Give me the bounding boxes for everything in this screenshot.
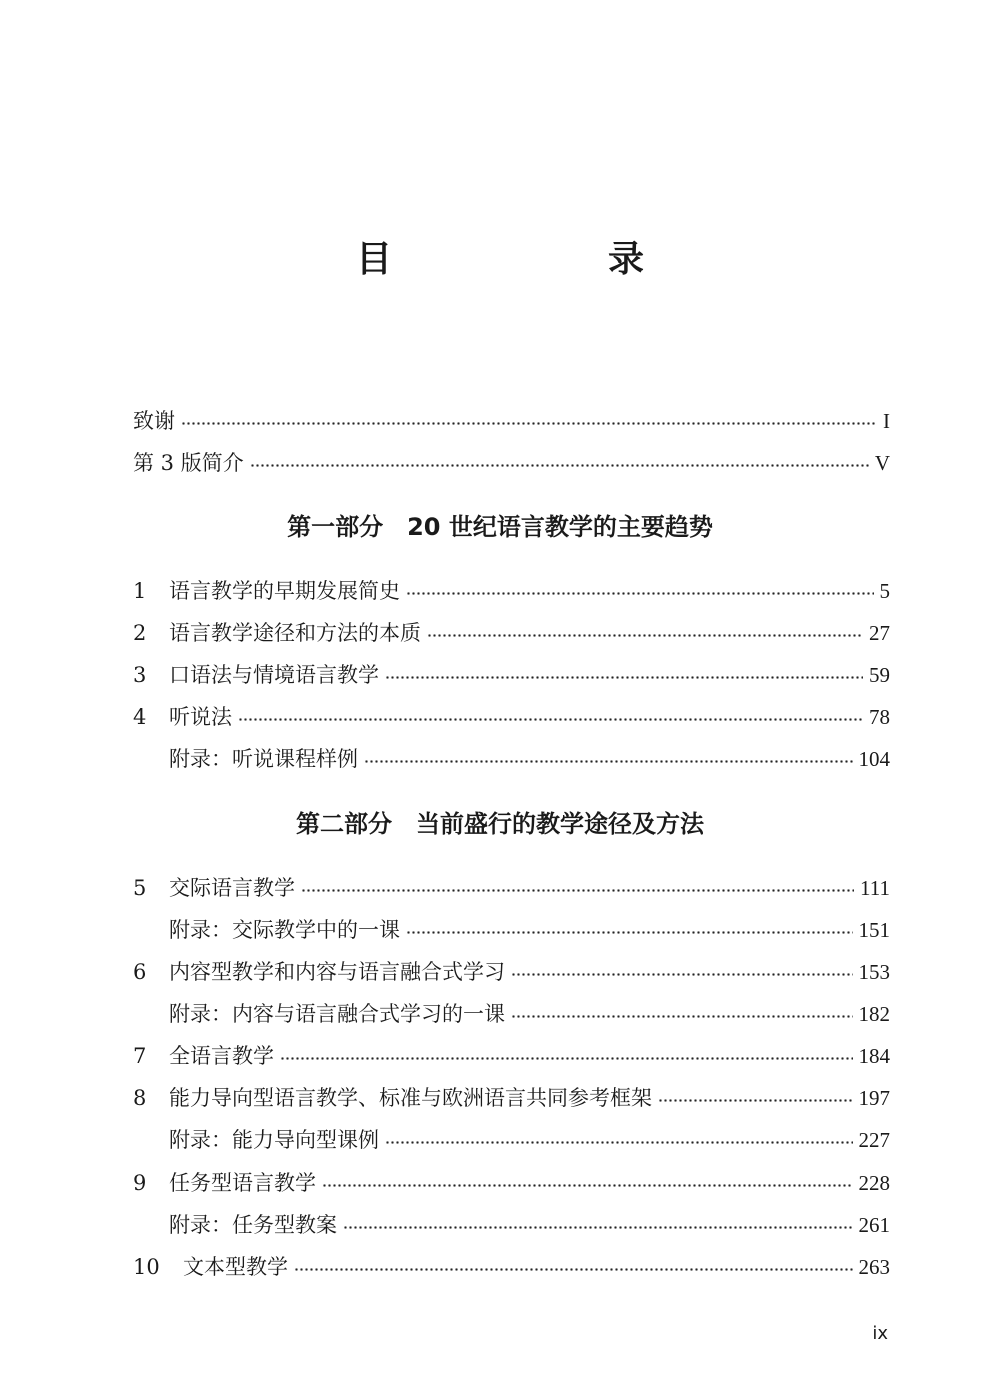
dot-leader	[322, 1181, 853, 1189]
toc-entry-appendix-4[interactable]	[133, 742, 890, 776]
toc-entry-page: 184	[858, 1044, 890, 1068]
dot-leader	[294, 1265, 853, 1273]
toc-entry-title: 口语法与情境语言教学	[169, 663, 379, 687]
toc-entry-title: 能力导向型语言教学、标准与欧洲语言共同参考框架	[169, 1086, 652, 1110]
toc-entry-title: 致谢	[133, 409, 175, 433]
toc-entry-chapter-1[interactable]	[133, 574, 890, 608]
toc-entry-number: 5	[133, 876, 147, 900]
toc-entry-title: 附录：听说课程样例	[169, 747, 358, 771]
toc-entry-third-edition-intro[interactable]	[133, 446, 890, 480]
toc-entry-title: 附录：能力导向型课例	[169, 1128, 379, 1152]
toc-entry-page: 197	[858, 1086, 890, 1110]
dot-leader	[385, 1138, 853, 1146]
dot-leader	[406, 928, 853, 936]
toc-entry-title: 语言教学途径和方法的本质	[169, 621, 421, 645]
toc-entry-page: 78	[869, 705, 890, 729]
toc-entry-page: 151	[858, 918, 890, 942]
toc-entry-chapter-3[interactable]	[133, 658, 890, 692]
dot-leader	[427, 631, 863, 639]
toc-entry-chapter-4[interactable]	[133, 700, 890, 734]
page-number: ix	[872, 1323, 888, 1344]
toc-entry-title: 文本型教学	[183, 1255, 288, 1279]
toc-entry-title: 交际语言教学	[169, 876, 295, 900]
toc-entry-number: 8	[133, 1086, 147, 1110]
toc-entry-page: 111	[860, 876, 890, 900]
toc-entry-chapter-2[interactable]	[133, 616, 890, 650]
toc-entry-title: 附录：交际教学中的一课	[169, 918, 400, 942]
toc-entry-title: 第 3 版简介	[133, 451, 244, 475]
toc-entry-number: 1	[133, 579, 147, 603]
toc-entry-number: 4	[133, 705, 147, 729]
toc-entry-appendix-6[interactable]	[133, 997, 890, 1031]
toc-entry-title: 任务型语言教学	[169, 1171, 316, 1195]
toc-entry-page: 228	[858, 1171, 890, 1195]
dot-leader	[181, 419, 877, 427]
toc-entry-page: I	[883, 409, 890, 433]
dot-leader	[511, 1012, 853, 1020]
toc-entry-number: 3	[133, 663, 147, 687]
toc-entry-page: 153	[858, 960, 890, 984]
dot-leader	[385, 673, 863, 681]
toc-entry-chapter-10[interactable]	[133, 1250, 890, 1284]
dot-leader	[301, 886, 854, 894]
toc-entry-title: 附录：任务型教案	[169, 1213, 337, 1237]
toc-entry-chapter-8[interactable]	[133, 1081, 890, 1115]
toc-entry-page: 27	[869, 621, 890, 645]
toc-entry-number: 7	[133, 1044, 147, 1068]
toc-entry-page: 263	[858, 1255, 890, 1279]
toc-entry-page: 59	[869, 663, 890, 687]
dot-leader	[238, 715, 863, 723]
dot-leader	[406, 589, 874, 597]
toc-entry-chapter-7[interactable]	[133, 1039, 890, 1073]
toc-entry-title: 全语言教学	[169, 1044, 274, 1068]
toc-entry-appendix-8[interactable]	[133, 1123, 890, 1157]
toc-entry-title: 语言教学的早期发展简史	[169, 579, 400, 603]
part-one-heading: 第一部分 20 世纪语言教学的主要趋势	[287, 513, 713, 541]
toc-entry-page: 182	[858, 1002, 890, 1026]
toc-entry-title: 内容型教学和内容与语言融合式学习	[169, 960, 505, 984]
dot-leader	[658, 1096, 853, 1104]
dot-leader	[280, 1054, 853, 1062]
part-two-heading: 第二部分 当前盛行的教学途径及方法	[296, 810, 704, 838]
toc-entry-appendix-5[interactable]	[133, 913, 890, 947]
toc-entry-acknowledgements[interactable]	[133, 404, 890, 438]
dot-leader	[250, 461, 869, 469]
toc-entry-appendix-9[interactable]	[133, 1208, 890, 1242]
toc-entry-chapter-6[interactable]	[133, 955, 890, 989]
toc-entry-number: 10	[133, 1255, 160, 1279]
toc-entry-chapter-5[interactable]	[133, 871, 890, 905]
toc-entry-number: 2	[133, 621, 147, 645]
toc-entry-number: 9	[133, 1171, 147, 1195]
dot-leader	[364, 757, 853, 765]
dot-leader	[343, 1223, 853, 1231]
toc-entry-page: 5	[879, 579, 890, 603]
page-title: 目 录	[355, 239, 734, 280]
toc-entry-title: 听说法	[169, 705, 232, 729]
toc-entry-chapter-9[interactable]	[133, 1166, 890, 1200]
toc-entry-page: 104	[858, 747, 890, 771]
toc-entry-page: 227	[858, 1128, 890, 1152]
toc-entry-title: 附录：内容与语言融合式学习的一课	[169, 1002, 505, 1026]
dot-leader	[511, 970, 853, 978]
toc-entry-page: 261	[858, 1213, 890, 1237]
toc-entry-number: 6	[133, 960, 147, 984]
toc-entry-page: V	[874, 451, 890, 475]
